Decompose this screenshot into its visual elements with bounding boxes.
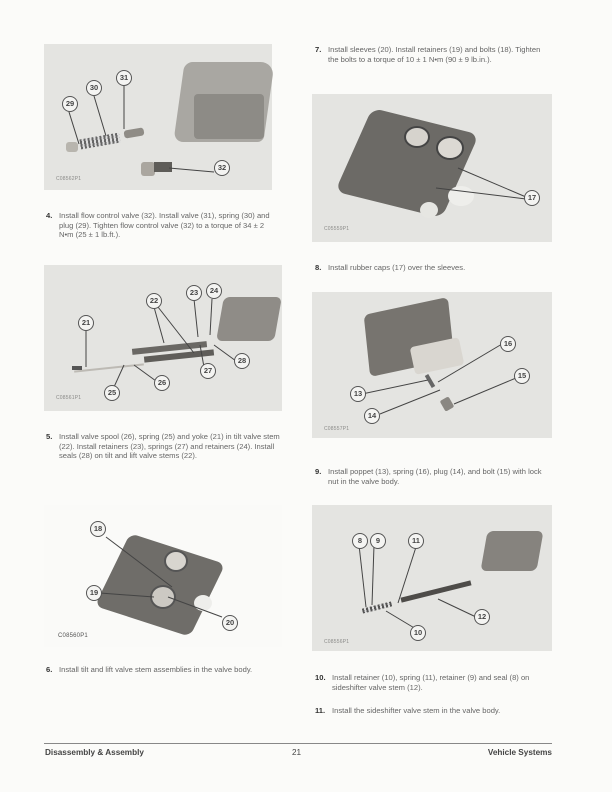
callout-17: 17 (524, 190, 540, 206)
leader-lines (312, 292, 552, 438)
figure-code: C08561P1 (56, 395, 82, 401)
callout-20: 20 (222, 615, 238, 631)
step-number: 10. (315, 673, 326, 682)
callout-25: 25 (104, 385, 120, 401)
callout-31: 31 (116, 70, 132, 86)
figure-flow-control-valve (44, 44, 272, 190)
callout-27: 27 (200, 363, 216, 379)
callout-21: 21 (78, 315, 94, 331)
step-7 (315, 45, 551, 64)
callout-10: 10 (410, 625, 426, 641)
step-6 (46, 665, 282, 675)
step-4 (46, 211, 278, 240)
callout-26: 26 (154, 375, 170, 391)
figure-code: C08557P1 (324, 426, 350, 432)
page-number: 21 (292, 748, 302, 757)
footer-divider (44, 743, 552, 744)
step-text: Install poppet (13), spring (16), plug (14), and bolt (15) with lock nut in the valve body. (328, 467, 542, 486)
step-number: 5. (46, 432, 53, 441)
figure-sleeves-retainers (312, 94, 552, 242)
figure-poppet-spring-plug (312, 292, 552, 438)
callout-28: 28 (234, 353, 250, 369)
step-number: 9. (315, 467, 322, 476)
leader-lines (44, 44, 272, 190)
figure-code: C08562P1 (56, 176, 82, 182)
footer-section-title: Disassembly & Assembly (45, 748, 144, 757)
step-number: 7. (315, 45, 322, 54)
step-9 (315, 467, 551, 486)
callout-12: 12 (474, 609, 490, 625)
figure-tilt-valve-stem (44, 265, 282, 411)
step-number: 6. (46, 665, 53, 674)
leader-lines (44, 505, 282, 647)
callout-23: 23 (186, 285, 202, 301)
step-text: Install the sideshifter valve stem in the valve body. (332, 706, 501, 715)
callout-30: 30 (86, 80, 102, 96)
callout-15: 15 (514, 368, 530, 384)
step-text: Install rubber caps (17) over the sleeves. (328, 263, 466, 272)
leader-lines (312, 94, 552, 242)
step-text: Install flow control valve (32). Install valve (31), spring (30) and plug (29). Tighten flow control valve (32) to a torque of 34 ± 2 N•m (25 ± 1 lb.ft.). (59, 211, 270, 240)
step-10 (315, 673, 551, 692)
callout-29: 29 (62, 96, 78, 112)
step-text: Install tilt and lift valve stem assemblies in the valve body. (59, 665, 253, 674)
callout-11: 11 (408, 533, 424, 549)
callout-16: 16 (500, 336, 516, 352)
figure-code: C08556P1 (324, 639, 350, 645)
callout-22: 22 (146, 293, 162, 309)
callout-19: 19 (86, 585, 102, 601)
figure-valve-stem-assemblies (44, 505, 282, 647)
step-11 (315, 706, 555, 716)
figure-code: C08560P1 (58, 633, 88, 639)
step-8 (315, 263, 551, 273)
step-number: 8. (315, 263, 322, 272)
step-text: Install valve spool (26), spring (25) and yoke (21) in tilt valve stem (22). Install retainers (23), springs (27) and retainers (24). Install seals (28) on tilt and lift valve stems (22). (59, 432, 280, 461)
callout-8: 8 (352, 533, 368, 549)
figure-sideshifter-valve-stem (312, 505, 552, 651)
leader-lines (312, 505, 552, 651)
step-number: 4. (46, 211, 53, 220)
step-text: Install retainer (10), spring (11), retainer (9) and seal (8) on sideshifter valve stem (12). (332, 673, 530, 692)
callout-18: 18 (90, 521, 106, 537)
footer-manual-title: Vehicle Systems (487, 748, 552, 757)
callout-13: 13 (350, 386, 366, 402)
callout-32: 32 (214, 160, 230, 176)
step-5 (46, 432, 282, 461)
callout-14: 14 (364, 408, 380, 424)
figure-code: C05559P1 (324, 226, 350, 232)
callout-9: 9 (370, 533, 386, 549)
step-text: Install sleeves (20). Install retainers (19) and bolts (18). Tighten the bolts to a torque of 10 ± 1 N•m (90 ± 9 lb.in.). (328, 45, 541, 64)
callout-24: 24 (206, 283, 222, 299)
step-number: 11. (315, 706, 326, 715)
